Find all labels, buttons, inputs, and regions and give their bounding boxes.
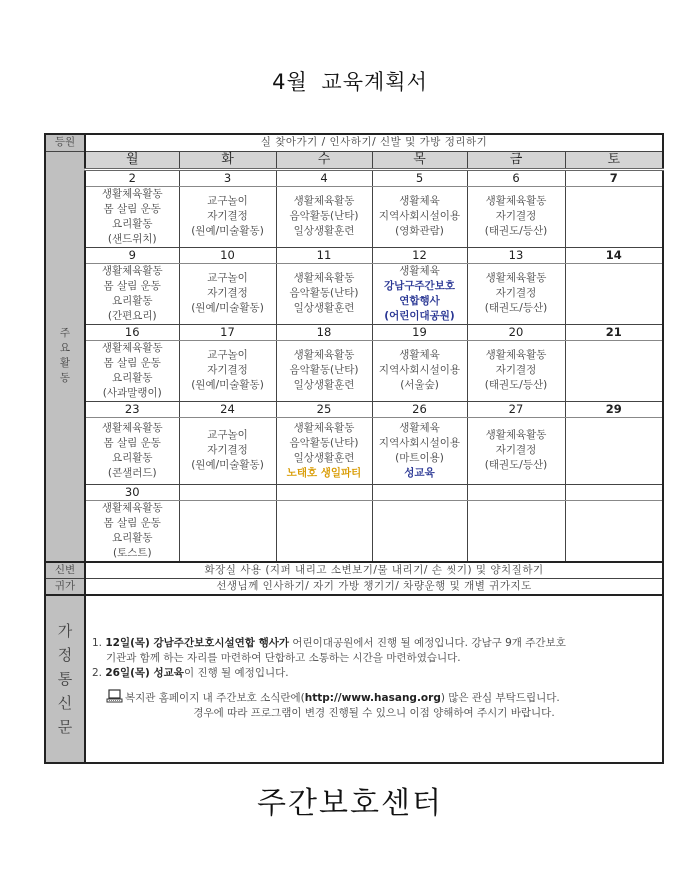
date-cell: 10 — [179, 247, 276, 263]
date-cell: 3 — [179, 169, 276, 186]
notice-item-1-continued: 기관과 함께 하는 자리를 마련하여 단합하고 소통하는 시간을 마련하였습니다. — [106, 652, 461, 664]
date-cell: 30 — [85, 484, 179, 500]
activity-cell: 생활체육활동 몸 살림 운동 요리활동 (토스트) — [85, 500, 179, 562]
activity-cell-special-event: 생활체육 지역사회시설이용 (마트이용) 성교육 — [372, 417, 467, 484]
activity-cell: 생활체육활동 음악활동(난타) 일상생활훈련 — [276, 186, 372, 247]
arrival-row — [45, 134, 663, 151]
date-cell: 9 — [85, 247, 179, 263]
date-cell: 6 — [467, 169, 565, 186]
departure-text: 선생님께 인사하기/ 자기 가방 챙기기/ 차량운행 및 개별 귀가지도 — [85, 578, 663, 595]
activity-cell: 생활체육활동 몸 살림 운동 요리활동 (간편요리) — [85, 263, 179, 324]
activity-cell: 교구놀이 자기결정 (원예/미술활동) — [179, 186, 276, 247]
activity-row — [45, 500, 663, 562]
label-char: 동 — [59, 372, 71, 384]
arrival-label: 등원 — [45, 134, 85, 151]
departure-row — [45, 578, 663, 595]
activity-cell-empty — [276, 500, 372, 562]
newsletter-row — [45, 595, 663, 763]
activity-row — [45, 263, 663, 324]
activity-cell-empty — [565, 500, 663, 562]
hygiene-text: 화장실 사용 (지퍼 내리고 소변보기/물 내리기/ 손 씻기) 및 양치질하기 — [85, 562, 663, 579]
sex-education-text: 성교육 — [404, 466, 435, 479]
date-cell: 24 — [179, 401, 276, 417]
date-cell-empty — [372, 484, 467, 500]
label-char: 주 — [59, 327, 71, 339]
date-cell: 26 — [372, 401, 467, 417]
activity-cell: 생활체육활동 몸 살림 운동 요리활동 (샌드위치) — [85, 186, 179, 247]
date-row — [45, 401, 663, 417]
center-name: 주간보호센터 — [257, 786, 443, 821]
departure-label: 귀가 — [45, 578, 85, 595]
page-title: 4월 교육계획서 — [272, 70, 428, 94]
date-cell: 23 — [85, 401, 179, 417]
activity-row — [45, 340, 663, 401]
activity-cell: 생활체육활동 몸 살림 운동 요리활동 (사과말랭이) — [85, 340, 179, 401]
activity-cell-empty — [372, 500, 467, 562]
activity-cell-empty — [179, 500, 276, 562]
date-cell-saturday: 7 — [565, 169, 663, 186]
day-thu: 목 — [372, 151, 467, 169]
activity-cell-empty — [565, 263, 663, 324]
special-event-text: (어린이대공원) — [384, 309, 455, 322]
label-char: 활 — [59, 357, 71, 369]
notice-item-2: 2. 26일(목) 성교육이 진행 될 예정입니다. — [92, 667, 289, 679]
activity-cell: 생활체육활동 자기결정 (태권도/등산) — [467, 186, 565, 247]
date-cell-empty — [179, 484, 276, 500]
date-cell: 18 — [276, 324, 372, 340]
date-row — [45, 247, 663, 263]
hygiene-row — [45, 562, 663, 579]
website-link[interactable]: http://www.hasang.org — [304, 692, 441, 704]
date-cell: 19 — [372, 324, 467, 340]
day-fri: 금 — [467, 151, 565, 169]
notice-item-1: 1. 12일(목) 강남주간보호시설연합 행사가 어린이대공원에서 진행 될 예정입니다. 강남구 9개 주간보호 — [92, 637, 566, 649]
date-cell: 12 — [372, 247, 467, 263]
activity-cell: 생활체육활동 몸 살림 운동 요리활동 (콘샐러드) — [85, 417, 179, 484]
date-cell: 20 — [467, 324, 565, 340]
newsletter-label: 가 정 통 신 문 — [45, 595, 85, 763]
activity-cell-empty — [565, 340, 663, 401]
activity-cell: 교구놀이 자기결정 (원예/미술활동) — [179, 263, 276, 324]
date-cell-saturday: 14 — [565, 247, 663, 263]
activity-cell: 생활체육활동 자기결정 (태권도/등산) — [467, 263, 565, 324]
date-cell: 4 — [276, 169, 372, 186]
activity-cell: 생활체육 지역사회시설이용 (서울숲) — [372, 340, 467, 401]
activity-cell: 교구놀이 자기결정 (원예/미술활동) — [179, 340, 276, 401]
arrival-text: 실 찾아가기 / 인사하기/ 신발 및 가방 정리하기 — [85, 134, 663, 151]
activity-row — [45, 417, 663, 484]
main-activities-label — [45, 151, 85, 562]
activity-cell-empty — [467, 500, 565, 562]
date-cell: 5 — [372, 169, 467, 186]
website-notice: 복지관 홈페이지 내 주간보호 소식란에(http://www.hasang.org) 많은 관심 부탁드립니다. — [92, 689, 656, 706]
day-sat: 토 — [565, 151, 663, 169]
special-event-text: 연합행사 — [399, 294, 440, 307]
date-cell: 13 — [467, 247, 565, 263]
activity-cell: 생활체육 지역사회시설이용 (영화관람) — [372, 186, 467, 247]
birthday-party-text: 노태호 생일파티 — [286, 466, 362, 479]
activity-cell: 교구놀이 자기결정 (원예/미술활동) — [179, 417, 276, 484]
date-cell-saturday: 21 — [565, 324, 663, 340]
date-row — [45, 484, 663, 500]
newsletter-content — [85, 595, 663, 763]
date-row — [45, 324, 663, 340]
date-cell: 11 — [276, 247, 372, 263]
date-cell-empty — [565, 484, 663, 500]
date-cell: 17 — [179, 324, 276, 340]
date-row — [45, 169, 663, 186]
schedule-change-notice: 경우에 따라 프로그램이 변경 진행될 수 있으니 이점 양해하여 주시기 바랍니다. — [193, 707, 555, 719]
hygiene-label: 신변 — [45, 562, 85, 579]
activity-cell: 생활체육활동 자기결정 (태권도/등산) — [467, 340, 565, 401]
weekday-header-row — [45, 151, 663, 169]
education-plan-table — [44, 133, 664, 764]
activity-row — [45, 186, 663, 247]
day-mon: 월 — [85, 151, 179, 169]
activity-cell-empty — [565, 186, 663, 247]
label-char: 요 — [59, 342, 71, 354]
laptop-icon — [106, 689, 123, 703]
activity-cell: 생활체육활동 음악활동(난타) 일상생활훈련 — [276, 340, 372, 401]
day-wed: 수 — [276, 151, 372, 169]
special-event-text: 강남구주간보호 — [383, 279, 455, 292]
date-cell-empty — [467, 484, 565, 500]
date-cell-saturday: 29 — [565, 401, 663, 417]
activity-cell-empty — [565, 417, 663, 484]
date-cell-empty — [276, 484, 372, 500]
activity-cell: 생활체육활동 자기결정 (태권도/등산) — [467, 417, 565, 484]
date-cell: 27 — [467, 401, 565, 417]
date-cell: 2 — [85, 169, 179, 186]
activity-cell: 생활체육활동 음악활동(난타) 일상생활훈련 — [276, 263, 372, 324]
date-cell: 16 — [85, 324, 179, 340]
activity-cell-special-event: 생활체육활동 음악활동(난타) 일상생활훈련 노태호 생일파티 — [276, 417, 372, 484]
activity-cell-special-event: 생활체육 강남구주간보호 연합행사 (어린이대공원) — [372, 263, 467, 324]
date-cell: 25 — [276, 401, 372, 417]
day-tue: 화 — [179, 151, 276, 169]
